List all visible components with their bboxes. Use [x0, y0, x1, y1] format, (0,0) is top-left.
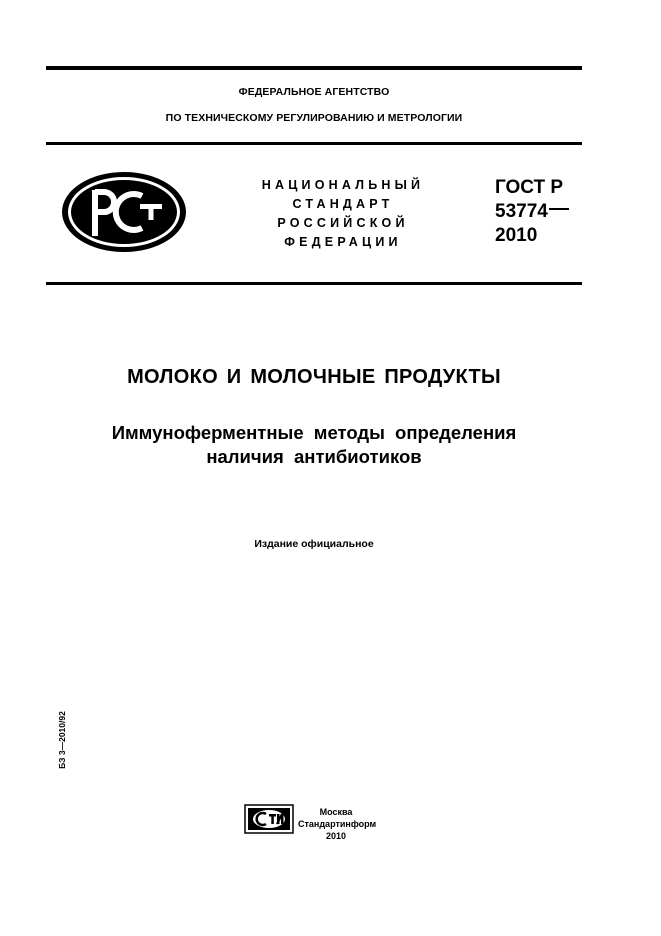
publisher-year: 2010 — [325, 831, 347, 841]
edition-label: Издание официальное — [254, 538, 374, 550]
standartinform-logo-icon — [244, 804, 294, 834]
designation-dash — [549, 208, 569, 210]
publisher-name: Стандартинформ — [298, 819, 377, 829]
agency-name-line-1: ФЕДЕРАЛЬНОЕ АГЕНТСТВО — [238, 86, 390, 98]
agency-name-line-2: ПО ТЕХНИЧЕСКОМУ РЕГУЛИРОВАНИЮ И МЕТРОЛОГИИ — [165, 112, 463, 124]
designation-number-line — [495, 200, 569, 224]
middle-rule — [46, 142, 582, 145]
top-rule — [46, 66, 582, 70]
designation-year: 2010 — [495, 225, 538, 246]
document-title: МОЛОКО И МОЛОЧНЫЕ ПРОДУКТЫ — [127, 366, 501, 388]
designation-prefix: ГОСТ Р — [495, 177, 564, 198]
standard-type-line-3: РОССИЙСКОЙ — [277, 216, 409, 230]
standard-type-line-1: НАЦИОНАЛЬНЫЙ — [261, 178, 425, 192]
designation-number: 53774 — [495, 201, 548, 222]
standard-type-line-2: СТАНДАРТ — [292, 197, 394, 211]
subtitle-line-1: Иммуноферментные методы определения — [111, 422, 517, 443]
standard-type-block — [238, 176, 448, 252]
publisher-block — [298, 806, 377, 842]
standard-designation — [495, 176, 569, 248]
subtitle-line-2: наличия антибиотиков — [206, 446, 422, 467]
lower-rule — [46, 282, 582, 285]
standard-type-line-4: ФЕДЕРАЦИИ — [284, 235, 402, 249]
publisher-city: Москва — [319, 807, 353, 817]
gost-r-certification-mark-icon — [60, 170, 188, 254]
document-subtitle — [46, 421, 582, 469]
side-registration-code: БЗ 3—2010/92 — [57, 711, 67, 769]
